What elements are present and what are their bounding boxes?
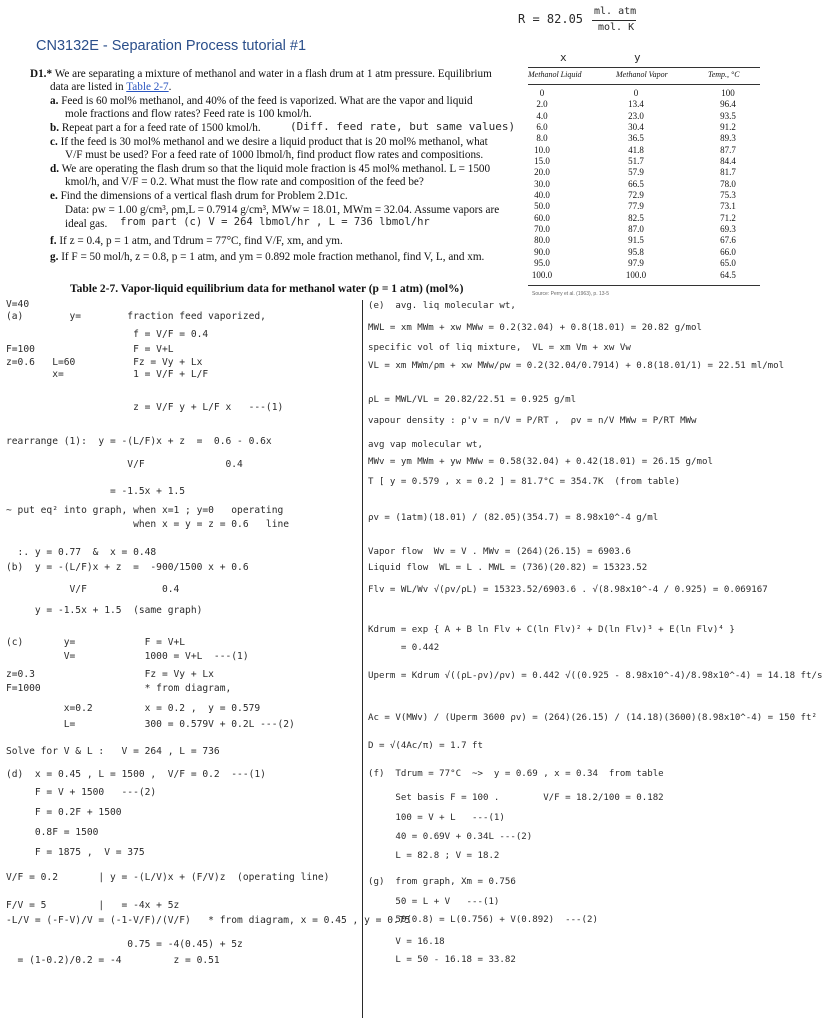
handwritten-line: MWL = xm MWm + xw MWw = 0.2(32.04) + 0.8(18.01) = 20.82 g/mol — [368, 323, 702, 333]
handwritten-line: z = V/F y + L/F x ---(1) — [6, 402, 284, 413]
handwritten-line: V = 16.18 — [368, 937, 445, 947]
handwritten-line: V= 1000 = V+L ---(1) — [6, 651, 249, 662]
table-cell: 96.4 — [720, 99, 736, 110]
handwritten-line: 0.75 = -4(0.45) + 5z — [6, 939, 243, 950]
part-label: a. — [50, 95, 59, 107]
handwritten-line: y = -1.5x + 1.5 (same graph) — [6, 605, 203, 616]
handwritten-line: Ac = V(MWv) / (Uperm 3600 ρv) = (264)(26.15) / (14.18)(3600)(8.98x10^-4) = 150 ft² — [368, 713, 817, 723]
table-cell: 57.9 — [628, 167, 644, 178]
table-cell: 13.4 — [628, 99, 644, 110]
temp-column — [708, 88, 748, 281]
table-cell: 41.8 — [628, 144, 644, 155]
handwritten-line: vapour density : ρ'v = n/V = P/RT , ρv = n/V MWw = P/RT MWw — [368, 416, 697, 426]
handwritten-line: (d) x = 0.45 , L = 1500 , V/F = 0.2 ---(1) — [6, 769, 266, 780]
table-cell: 30.4 — [628, 122, 644, 133]
page-title: CN3132E - Separation Process tutorial #1 — [36, 38, 307, 54]
table-cell: 75.3 — [720, 190, 736, 201]
gas-constant-units-den: mol. K — [598, 22, 635, 33]
handwritten-line: f = V/F = 0.4 — [6, 329, 209, 340]
handwritten-line: rearrange (1): y = -(L/F)x + z = 0.6 - 0.6x — [6, 436, 272, 447]
table-source-note: Source: Perry et al. (1963), p. 13-5 — [532, 291, 609, 297]
table-cell: 84.4 — [720, 156, 736, 167]
handwritten-line: Vapor flow Wv = V . MWv = (264)(26.15) = 6903.6 — [368, 547, 631, 557]
handwritten-line: 50 = L + V ---(1) — [368, 897, 500, 907]
gas-constant-value: R = 82.05 — [518, 12, 584, 26]
part-label: e. — [50, 190, 58, 202]
table-cell: 72.9 — [628, 190, 644, 201]
handwritten-line: (c) y= F = V+L — [6, 637, 186, 648]
handwritten-line: T [ y = 0.579 , x = 0.2 ] = 81.7°C = 354.7K (from table) — [368, 477, 681, 487]
handwritten-line: avg vap molecular wt, — [368, 440, 483, 450]
handwritten-line: F=100 F = V+L — [6, 344, 174, 355]
table-cell: 10.0 — [534, 144, 550, 155]
table-cell: 40.0 — [534, 190, 550, 201]
table-cell: 66.0 — [720, 246, 736, 257]
part-label: g. — [50, 251, 59, 263]
part-e-text: Find the dimensions of a vertical flash drum for Problem 2.D1c. — [60, 190, 348, 202]
part-g-text: If F = 50 mol/h, z = 0.8, p = 1 atm, and ym = 0.892 mole fraction methanol, find V, L, and xm. — [61, 251, 485, 263]
problem-intro-2: data are listed in — [50, 81, 124, 93]
handwritten-line: (e) avg. liq molecular wt, — [368, 301, 516, 311]
table-cell: 90.0 — [534, 246, 550, 257]
handwritten-line: ~ put eq² into graph, when x=1 ; y=0 operating — [6, 505, 284, 516]
table-cell: 93.5 — [720, 110, 736, 121]
handwritten-line: V/F = 0.2 | y = -(L/V)x + (F/V)z (operating line) — [6, 872, 330, 883]
handwritten-line: L = 82.8 ; V = 18.2 — [368, 851, 500, 861]
table-cell: 100 — [721, 88, 735, 98]
vapor-column — [616, 88, 656, 281]
header-temp: Temp., °C — [708, 70, 740, 79]
table-cell: 97.9 — [628, 258, 644, 269]
handwritten-line: F=1000 * from diagram, — [6, 683, 232, 694]
table-cell: 6.0 — [536, 122, 548, 133]
y-column-mark: y — [634, 51, 641, 64]
handwritten-line: when x = y = z = 0.6 line — [6, 519, 290, 530]
table-cell: 0 — [633, 88, 639, 98]
handwritten-line: 50(0.8) = L(0.756) + V(0.892) ---(2) — [368, 915, 598, 925]
table-cell: 36.5 — [628, 133, 644, 144]
handwritten-line: (g) from graph, Xm = 0.756 — [368, 877, 516, 887]
header-methanol-vapor: Methanol Vapor — [616, 70, 668, 79]
gas-constant-units-num: ml. atm — [594, 6, 637, 17]
part-d-text-2: kmol/h, and V/F = 0.2. What must the flow rate and composition of the feed be? — [65, 176, 424, 188]
handwritten-line: 100 = V + L ---(1) — [368, 813, 505, 823]
handwritten-line: = 0.442 — [368, 643, 440, 653]
handwritten-line: V/F 0.4 — [6, 459, 243, 470]
handwritten-line: (f) Tdrum = 77°C ~> y = 0.69 , x = 0.34 from table — [368, 769, 664, 779]
handwritten-line: Uperm = Kdrum √((ρL-ρv)/ρv) = 0.442 √((0.925 - 8.98x10^-4)/8.98x10^-4) = 14.18 ft/s — [368, 671, 822, 681]
handwritten-line: x=0.2 x = 0.2 , y = 0.579 — [6, 703, 261, 714]
column-divider — [362, 300, 363, 1018]
handwritten-line: V/F 0.4 — [6, 584, 180, 595]
part-a-text-2: mole fractions and flow rates? Feed rate is 100 kmol/h. — [65, 108, 312, 120]
table-cell: 81.7 — [720, 167, 736, 178]
table-cell: 100.0 — [625, 269, 647, 280]
table-cell: 78.0 — [720, 178, 736, 189]
part-label: d. — [50, 163, 60, 175]
part-d-text: We are operating the flash drum so that the liquid mole fraction is 45 mol% methanol. L = 1500 — [61, 163, 491, 175]
handwritten-line: x= 1 = V/F + L/F — [6, 369, 209, 380]
table-cell: 64.5 — [720, 269, 736, 280]
table-cell: 60.0 — [534, 212, 550, 223]
header-methanol-liquid: Methanol Liquid — [528, 70, 582, 79]
handwritten-line: MWv = ym MWm + yw MWw = 0.58(32.04) + 0.42(18.01) = 26.15 g/mol — [368, 457, 713, 467]
table-cell: 4.0 — [536, 110, 548, 121]
handwritten-line: ρL = MWL/VL = 20.82/22.51 = 0.925 g/ml — [368, 395, 577, 405]
handwritten-line: specific vol of liq mixture, VL = xm Vm + xw Vw — [368, 343, 631, 353]
table-cell: 66.5 — [628, 178, 644, 189]
liquid-column — [522, 88, 562, 281]
table-cell: 70.0 — [534, 224, 550, 235]
part-b-note: (Diff. feed rate, but same values) — [290, 120, 516, 133]
part-e-text-3: ideal gas. — [65, 218, 108, 230]
part-label: f. — [50, 235, 57, 247]
part-label: c. — [50, 136, 58, 148]
table-cell: 82.5 — [628, 212, 644, 223]
table-link[interactable]: Table 2-7 — [126, 81, 169, 93]
handwritten-line: F/V = 5 | = -4x + 5z — [6, 900, 180, 911]
handwritten-line: Set basis F = 100 . V/F = 18.2/100 = 0.182 — [368, 793, 664, 803]
table-cell: 87.7 — [720, 144, 736, 155]
table-cell: 2.0 — [536, 99, 548, 110]
table-cell: 20.0 — [534, 167, 550, 178]
table-cell: 95.8 — [628, 246, 644, 257]
table-cell: 0 — [539, 88, 545, 98]
table-cell: 91.5 — [628, 235, 644, 246]
table-cell: 80.0 — [534, 235, 550, 246]
handwritten-line: F = 0.2F + 1500 — [6, 807, 122, 818]
handwritten-line: F = V + 1500 ---(2) — [6, 787, 157, 798]
part-b-text: Repeat part a for a feed rate of 1500 kmol/h. — [61, 122, 261, 134]
table-cell: 87.0 — [628, 224, 644, 235]
part-e-note: from part (c) V = 264 lbmol/hr , L = 736 lbmol/hr — [120, 216, 430, 228]
table-cell: 51.7 — [628, 156, 644, 167]
handwritten-line: 40 = 0.69V + 0.34L ---(2) — [368, 832, 533, 842]
table-cell: 77.9 — [628, 201, 644, 212]
handwritten-line: Liquid flow WL = L . MWL = (736)(20.82) = 15323.52 — [368, 563, 648, 573]
part-e-data: Data: ρw = 1.00 g/cm³, ρm,L = 0.7914 g/cm³, MWw = 18.01, MWm = 32.04. Assume vapors are — [65, 204, 500, 216]
table-cell: 89.3 — [720, 133, 736, 144]
x-column-mark: x — [560, 51, 567, 64]
table-cell: 65.0 — [720, 258, 736, 269]
handwritten-line: (b) y = -(L/F)x + z = -900/1500 x + 0.6 — [6, 562, 249, 573]
part-c-text: If the feed is 30 mol% methanol and we desire a liquid product that is 20 mol% methanol, what — [60, 136, 488, 148]
handwritten-line: F = 1875 , V = 375 — [6, 847, 145, 858]
handwritten-line: Solve for V & L : V = 264 , L = 736 — [6, 746, 220, 757]
table-cell: 23.0 — [628, 110, 644, 121]
part-a-text: Feed is 60 mol% methanol, and 40% of the feed is vaporized. What are the vapor and liquid — [61, 95, 473, 107]
table-cell: 50.0 — [534, 201, 550, 212]
part-label: b. — [50, 122, 60, 134]
table-cell: 95.0 — [534, 258, 550, 269]
handwritten-line: VL = xm MWm/ρm + xw MWw/ρw = 0.2(32.04/0.7914) + 0.8(18.01/1) = 22.51 ml/mol — [368, 361, 785, 371]
handwritten-line: 0.8F = 1500 — [6, 827, 99, 838]
handwritten-line: = -1.5x + 1.5 — [6, 486, 186, 497]
part-f-text: If z = 0.4, p = 1 atm, and Tdrum = 77°C, find V/F, xm, and ym. — [59, 235, 343, 247]
handwritten-line: Kdrum = exp { A + B ln Flv + C(ln Flv)² + D(ln Flv)³ + E(ln Flv)⁴ } — [368, 625, 735, 635]
handwritten-line: L= 300 = 0.579V + 0.2L ---(2) — [6, 719, 295, 730]
table-cell: 91.2 — [720, 122, 736, 133]
handwritten-line: -L/V = (-F-V)/V = (-1-V/F)/(V/F) * from diagram, x = 0.45 , y = 0.75 — [6, 915, 411, 926]
table-cell: 15.0 — [534, 156, 550, 167]
problem-id: D1.* — [30, 68, 53, 80]
handwritten-line: Flv = WL/Wv √(ρv/ρL) = 15323.52/6903.6 . √(8.98x10^-4 / 0.925) = 0.069167 — [368, 585, 768, 595]
handwritten-line: :. y = 0.77 & x = 0.48 — [6, 547, 157, 558]
handwritten-line: L = 50 - 16.18 = 33.82 — [368, 955, 516, 965]
table-cell: 71.2 — [720, 212, 736, 223]
table-cell: 73.1 — [720, 201, 736, 212]
handwritten-line: D = √(4Ac/π) = 1.7 ft — [368, 741, 483, 751]
table-cell: 67.6 — [720, 235, 736, 246]
handwritten-line: (a) y= fraction feed vaporized, — [6, 311, 266, 322]
handwritten-line: V=40 — [6, 299, 30, 310]
handwritten-line: z=0.3 Fz = Vy + Lx — [6, 669, 214, 680]
table-cell: 8.0 — [536, 133, 548, 144]
handwritten-line: = (1-0.2)/0.2 = -4 z = 0.51 — [6, 955, 220, 966]
table-caption: Table 2-7. Vapor-liquid equilibrium data for methanol water (p = 1 atm) (mol%) — [70, 283, 464, 295]
table-cell: 100.0 — [531, 269, 553, 280]
part-c-text-2: V/F must be used? For a feed rate of 1000 lbmol/h, find product flow rates and compositions. — [65, 149, 484, 161]
table-cell: 30.0 — [534, 178, 550, 189]
table-cell: 69.3 — [720, 224, 736, 235]
problem-intro: We are separating a mixture of methanol and water in a flash drum at 1 atm pressure. Equilibrium — [54, 68, 492, 80]
handwritten-line: z=0.6 L=60 Fz = Vy + Lx — [6, 357, 203, 368]
handwritten-line: ρv = (1atm)(18.01) / (82.05)(354.7) = 8.98x10^-4 g/ml — [368, 513, 659, 523]
